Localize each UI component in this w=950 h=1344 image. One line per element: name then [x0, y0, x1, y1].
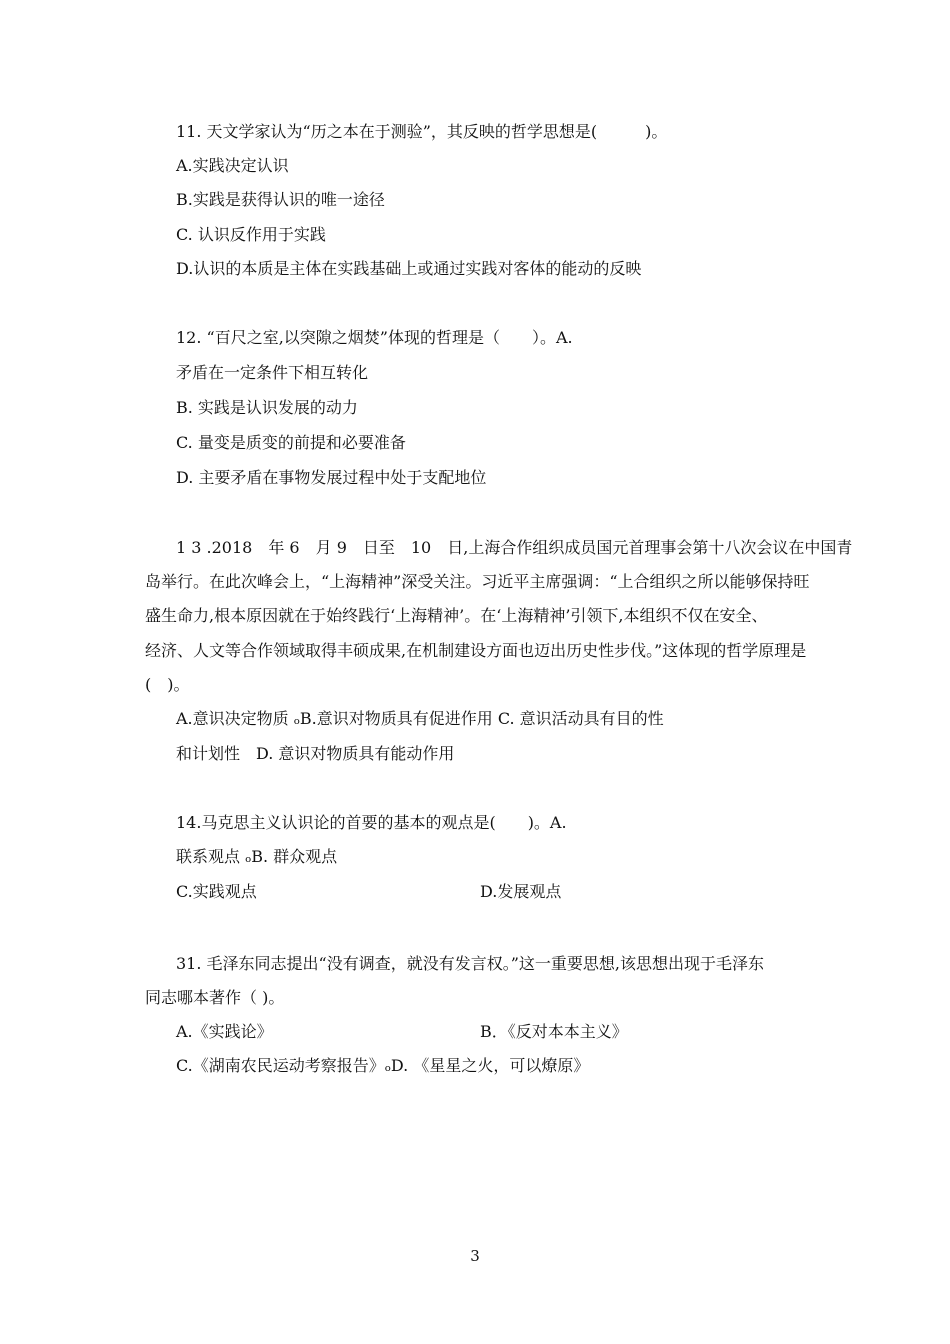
q13-stem-line-2: 岛举行。在此次峰会上，“上海精神”深受关注。习近平主席强调：“上合组织之所以能够保持旺 [145, 572, 810, 591]
q12-option-c: C. 量变是质变的前提和必要准备 [176, 433, 406, 452]
q12-option-b: B. 实践是认识发展的动力 [176, 398, 358, 417]
q13-stem-line-4: 经济、人文等合作领域取得丰硕成果,在机制建设方面也迈出历史性步伐。”这体现的哲学原理是 [145, 641, 807, 660]
q31-option-b: B．《反对本本主义》 [480, 1022, 628, 1041]
q12-option-a: 矛盾在一定条件下相互转化 [176, 363, 369, 382]
q11-option-b: B.实践是获得认识的唯一途径 [176, 190, 385, 209]
page-number: 3 [470, 1247, 480, 1265]
q11-option-d: D.认识的本质是主体在实践基础上或通过实践对客体的能动的反映 [176, 259, 642, 278]
q31-stem-line-1: 31. 毛泽东同志提出“没有调查，就没有发言权。”这一重要思想,该思想出现于毛泽东 [176, 954, 764, 973]
q11-option-c: C. 认识反作用于实践 [176, 225, 326, 244]
q11-stem: 11. 天文学家认为“历之本在于测验”，其反映的哲学思想是( )。 [176, 122, 668, 141]
q31-stem-line-2: 同志哪本著作（ )。 [145, 988, 285, 1007]
q14-options-line-1: 联系观点 ₒB. 群众观点 [176, 847, 338, 866]
q13-stem-line-3: 盛生命力,根本原因就在于始终践行‘上海精神’。在‘上海精神’引领下,本组织不仅在安全、 [145, 606, 768, 625]
q14-option-c: C.实践观点 [176, 882, 257, 901]
q13-stem-line-5: ( )。 [145, 675, 190, 694]
q13-options-line-1: A.意识决定物质 ₒB.意识对物质具有促进作用 C. 意识活动具有目的性 [176, 709, 664, 728]
q13-stem-line-1: 1 3 .2018 年 6 月 9 日至 10 日,上海合作组织成员国元首理事会第十八次会议在中国青 [176, 538, 853, 557]
q31-option-a: A.《实践论》 [176, 1022, 273, 1041]
q12-option-d: D. 主要矛盾在事物发展过程中处于支配地位 [176, 468, 487, 487]
q11-option-a: A.实践决定认识 [176, 156, 289, 175]
q13-options-line-2: 和计划性 D. 意识对物质具有能动作用 [176, 744, 455, 763]
q31-options-line-2: C.《湖南农民运动考察报告》ₒD. 《星星之火，可以燎原》 [176, 1056, 590, 1075]
q14-option-d: D.发展观点 [480, 882, 562, 901]
q12-stem: 12. “百尺之室,以突隙之烟焚”体现的哲理是（ ）。A. [176, 328, 573, 347]
q14-stem: 14.马克思主义认识论的首要的基本的观点是( )。A. [176, 813, 567, 832]
